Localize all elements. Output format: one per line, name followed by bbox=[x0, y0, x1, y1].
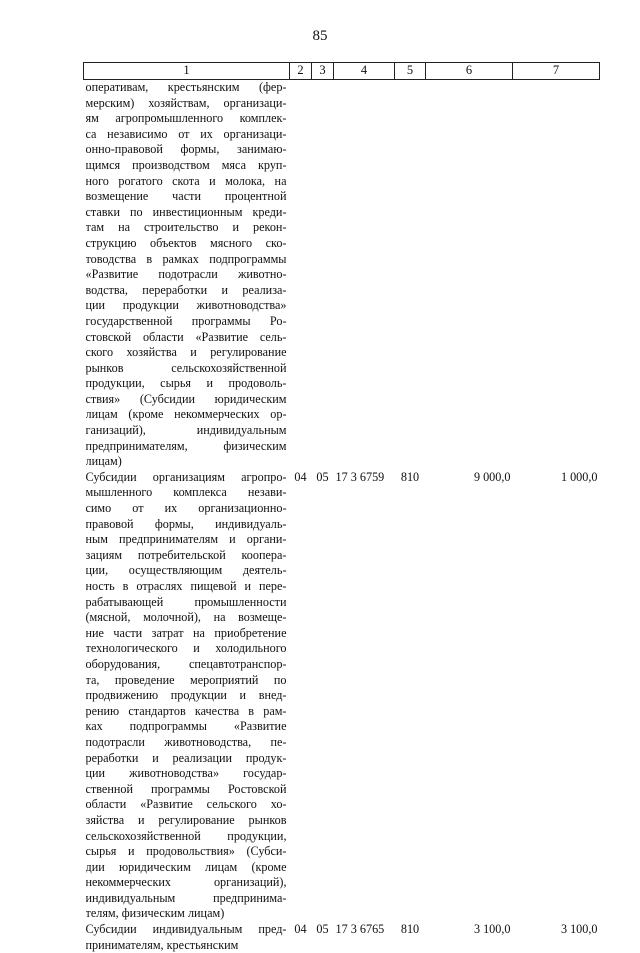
description-line: зяйства и регулирование рынков bbox=[85, 812, 287, 827]
cell-amount-1: 3 100,0 bbox=[473, 922, 511, 937]
description-line: подотрасли животноводства, пе- bbox=[85, 734, 287, 749]
description-line: ставки по инвестиционным креди- bbox=[85, 204, 287, 219]
description-line: Субсидии индивидуальным пред- bbox=[85, 922, 287, 937]
description-line: товодства в рамках подпрограммы bbox=[85, 251, 287, 266]
description-line: зациям потребительской коопера- bbox=[85, 547, 287, 562]
description-line: струкцию объектов мясного ско- bbox=[85, 235, 287, 250]
description-line: ках подпрограммы «Развитие bbox=[85, 719, 287, 734]
description-line: ции, осуществляющим деятель- bbox=[85, 563, 287, 578]
budget-table bbox=[83, 62, 600, 953]
description-line: оперативам, крестьянским (фер- bbox=[85, 80, 287, 94]
cell-target-code: 17 3 6759 bbox=[335, 469, 385, 484]
table-row bbox=[84, 470, 600, 922]
cell-expense-type: 810 bbox=[400, 922, 420, 937]
description-line: ции животноводства» государ- bbox=[85, 766, 287, 781]
description-line: реработки и реализации продук- bbox=[85, 750, 287, 765]
cell-section bbox=[290, 80, 312, 470]
description-line: щимся производством мяса круп- bbox=[85, 157, 287, 172]
description-line: государственной программы Ро- bbox=[85, 313, 287, 328]
row-description bbox=[84, 80, 290, 470]
description-line: сельскохозяйственной продукции, bbox=[85, 828, 287, 843]
description-line: правовой формы, индивидуаль- bbox=[85, 516, 287, 531]
description-line: са независимо от их организаци- bbox=[85, 126, 287, 141]
description-line: Субсидии организациям агропро- bbox=[85, 469, 287, 484]
cell-amount-2 bbox=[513, 80, 600, 470]
cell-target-code: 17 3 6765 bbox=[335, 922, 385, 937]
description-line: ганизаций), индивидуальным bbox=[85, 423, 287, 438]
description-line: ям агропромышленного комплек- bbox=[85, 111, 287, 126]
description-line: индивидуальным предпринима- bbox=[85, 890, 287, 905]
description-line: возмещение части процентной bbox=[85, 189, 287, 204]
column-header: 4 bbox=[334, 63, 395, 80]
cell-target-code bbox=[334, 80, 395, 470]
description-line: лицам (кроме некоммерческих ор- bbox=[85, 407, 287, 422]
cell-subsection: 05 bbox=[316, 922, 329, 937]
cell-amount-1 bbox=[426, 80, 513, 470]
description-line: лицам) bbox=[85, 454, 122, 469]
column-header: 2 bbox=[290, 63, 312, 80]
column-header: 7 bbox=[513, 63, 600, 80]
description-line: ственной программы Ростовской bbox=[85, 781, 287, 796]
cell-amount-1: 9 000,0 bbox=[473, 469, 511, 484]
description-line: области «Развитие сельского хо- bbox=[85, 797, 287, 812]
row-description bbox=[84, 470, 290, 922]
cell-section: 04 bbox=[294, 922, 307, 937]
cell-section: 04 bbox=[294, 469, 307, 484]
description-line: принимателям, крестьянским bbox=[85, 937, 239, 952]
description-line: ным предпринимателям и органи- bbox=[85, 532, 287, 547]
column-header: 5 bbox=[395, 63, 426, 80]
description-line: ние части затрат на приобретение bbox=[85, 625, 287, 640]
description-line: рабатывающей промышленности bbox=[85, 594, 287, 609]
description-line: мышленного комплекса незави- bbox=[85, 485, 287, 500]
description-line: сырья и продовольствия» (Субси- bbox=[85, 844, 287, 859]
description-line: оборудования, спецавтотранспор- bbox=[85, 656, 287, 671]
description-line: (мясной, молочной), на возмеще- bbox=[85, 610, 287, 625]
row-description bbox=[84, 922, 290, 953]
column-header: 6 bbox=[426, 63, 513, 80]
description-line: «Развитие подотрасли животно- bbox=[85, 267, 287, 282]
description-line: та, проведение мероприятий по bbox=[85, 672, 287, 687]
cell-subsection bbox=[312, 80, 334, 470]
description-line: ского хозяйства и регулирование bbox=[85, 345, 287, 360]
table-row bbox=[84, 80, 600, 470]
description-line: некоммерческих организаций), bbox=[85, 875, 287, 890]
description-line: рению стандартов качества в рам- bbox=[85, 703, 287, 718]
description-line: ного рогатого скота и молока, на bbox=[85, 173, 287, 188]
page-number: 85 bbox=[312, 28, 328, 44]
column-header: 3 bbox=[312, 63, 334, 80]
description-line: ность в отраслях пищевой и пере- bbox=[85, 579, 287, 593]
description-line: симо от их организационно- bbox=[85, 501, 287, 516]
cell-expense-type bbox=[395, 80, 426, 470]
cell-amount-2: 3 100,0 bbox=[560, 922, 598, 937]
cell-amount-2: 1 000,0 bbox=[560, 469, 598, 484]
description-line: продвижению продукции и внед- bbox=[85, 688, 287, 703]
description-line: продукции, сырья и продоволь- bbox=[85, 376, 287, 391]
description-line: там на строительство и рекон- bbox=[85, 220, 287, 235]
description-line: дии юридическим лицам (кроме bbox=[85, 859, 287, 874]
description-line: ствия» (Субсидии юридическим bbox=[85, 391, 287, 406]
description-line: рынков сельскохозяйственной bbox=[85, 360, 287, 375]
description-line: предпринимателям, физическим bbox=[85, 438, 287, 453]
cell-subsection: 05 bbox=[316, 469, 329, 484]
cell-expense-type: 810 bbox=[400, 469, 420, 484]
table-row bbox=[84, 922, 600, 953]
description-line: водства, переработки и реализа- bbox=[85, 282, 287, 297]
description-line: технологического и холодильного bbox=[85, 641, 287, 656]
description-line: онно-правовой формы, занимаю- bbox=[85, 142, 287, 157]
table-header-row bbox=[84, 63, 600, 80]
description-line: телям, физическим лицам) bbox=[85, 906, 225, 921]
description-line: стовской области «Развитие сель- bbox=[85, 329, 287, 344]
description-line: мерским) хозяйствам, организаци- bbox=[85, 95, 287, 110]
column-header: 1 bbox=[84, 63, 290, 80]
description-line: ции продукции животноводства» bbox=[85, 298, 287, 313]
